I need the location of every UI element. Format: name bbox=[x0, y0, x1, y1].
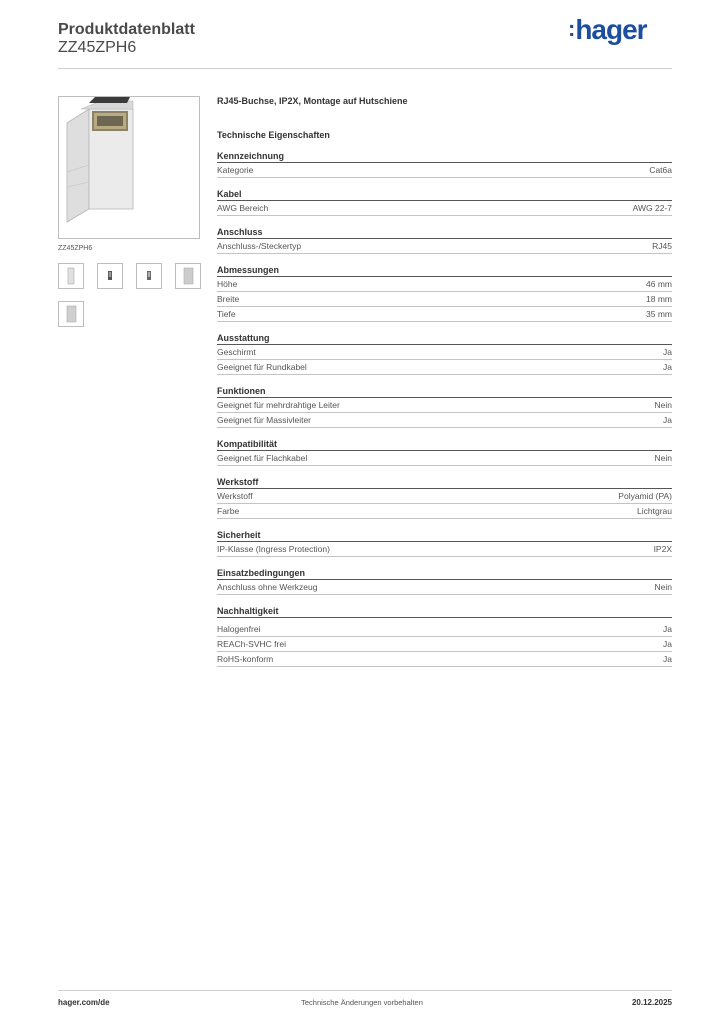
group-title: Nachhaltigkeit bbox=[217, 605, 672, 618]
group-kabel bbox=[217, 188, 672, 216]
property-value: AWG 22-7 bbox=[632, 203, 672, 213]
property-row bbox=[217, 163, 672, 178]
group-title: Ausstattung bbox=[217, 332, 672, 345]
group-funktionen bbox=[217, 385, 672, 428]
property-value: 46 mm bbox=[646, 279, 672, 289]
group-sicherheit bbox=[217, 529, 672, 557]
property-row bbox=[217, 201, 672, 216]
property-label: Geeignet für Massivleiter bbox=[217, 415, 312, 425]
property-value: Lichtgrau bbox=[637, 506, 672, 516]
tech-properties-heading: Technische Eigenschaften bbox=[217, 130, 330, 140]
product-description: RJ45-Buchse, IP2X, Montage auf Hutschiene bbox=[217, 96, 408, 106]
property-row bbox=[217, 504, 672, 519]
image-caption: ZZ45ZPH6 bbox=[58, 245, 93, 252]
property-label: Geeignet für mehrdrahtige Leiter bbox=[217, 400, 340, 410]
group-title: Funktionen bbox=[217, 385, 672, 398]
group-title: Sicherheit bbox=[217, 529, 672, 542]
thumbnail-socket[interactable] bbox=[97, 263, 123, 289]
property-label: Breite bbox=[217, 294, 240, 304]
property-label: Tiefe bbox=[217, 309, 236, 319]
property-row bbox=[217, 542, 672, 557]
property-row bbox=[217, 622, 672, 637]
property-value: Nein bbox=[654, 400, 672, 410]
footer-divider bbox=[58, 990, 672, 991]
property-label: RoHS-konform bbox=[217, 654, 274, 664]
product-image bbox=[58, 96, 200, 239]
property-value: Ja bbox=[663, 362, 672, 372]
property-label: Höhe bbox=[217, 279, 238, 289]
property-row bbox=[217, 292, 672, 307]
group-title: Werkstoff bbox=[217, 476, 672, 489]
property-value: Ja bbox=[663, 347, 672, 357]
header-divider bbox=[58, 68, 672, 69]
footer-date: 20.12.2025 bbox=[631, 998, 672, 1007]
property-value: Nein bbox=[654, 582, 672, 592]
group-nachhaltigkeit bbox=[217, 605, 672, 667]
group-title: Abmessungen bbox=[217, 264, 672, 277]
group-kennzeichnung bbox=[217, 150, 672, 178]
property-value: Ja bbox=[663, 624, 672, 634]
property-row bbox=[217, 360, 672, 375]
property-value: Cat6a bbox=[649, 165, 672, 175]
footer-disclaimer: Technische Änderungen vorbehalten bbox=[301, 998, 423, 1007]
document-title: Produktdatenblatt bbox=[58, 21, 195, 38]
group-einsatzbedingungen bbox=[217, 567, 672, 595]
group-title: Kompatibilität bbox=[217, 438, 672, 451]
property-label: Geeignet für Flachkabel bbox=[217, 453, 308, 463]
property-row bbox=[217, 489, 672, 504]
specification-content bbox=[217, 95, 672, 677]
property-label: Werkstoff bbox=[217, 491, 253, 501]
property-label: Anschluss-/Steckertyp bbox=[217, 241, 302, 251]
property-row bbox=[217, 637, 672, 652]
property-value: 18 mm bbox=[646, 294, 672, 304]
property-value: Ja bbox=[663, 415, 672, 425]
group-title: Kabel bbox=[217, 188, 672, 201]
property-value: Nein bbox=[654, 453, 672, 463]
group-title: Anschluss bbox=[217, 226, 672, 239]
group-abmessungen bbox=[217, 264, 672, 322]
thumbnail-side[interactable] bbox=[175, 263, 201, 289]
brand-logo: :hager bbox=[568, 14, 647, 45]
thumbnail-front[interactable] bbox=[58, 263, 84, 289]
property-value: Ja bbox=[663, 654, 672, 664]
property-row bbox=[217, 451, 672, 466]
property-label: Farbe bbox=[217, 506, 240, 516]
property-row bbox=[217, 652, 672, 667]
property-label: Geeignet für Rundkabel bbox=[217, 362, 307, 372]
group-kompatibilitaet bbox=[217, 438, 672, 466]
brand-logo-text: hager bbox=[575, 14, 647, 45]
property-row bbox=[217, 239, 672, 254]
group-ausstattung bbox=[217, 332, 672, 375]
property-value: Polyamid (PA) bbox=[618, 491, 672, 501]
property-label: Geschirmt bbox=[217, 347, 256, 357]
product-code: ZZ45ZPH6 bbox=[58, 39, 137, 56]
property-row bbox=[217, 277, 672, 292]
property-row bbox=[217, 345, 672, 360]
property-label: Anschluss ohne Werkzeug bbox=[217, 582, 318, 592]
property-label: IP-Klasse (Ingress Protection) bbox=[217, 544, 330, 554]
group-anschluss bbox=[217, 226, 672, 254]
property-label: REACh-SVHC frei bbox=[217, 639, 286, 649]
property-row bbox=[217, 307, 672, 322]
thumbnail-socket-alt[interactable] bbox=[136, 263, 162, 289]
property-value: RJ45 bbox=[652, 241, 672, 251]
property-row bbox=[217, 413, 672, 428]
group-werkstoff bbox=[217, 476, 672, 519]
group-title: Kennzeichnung bbox=[217, 150, 672, 163]
group-title: Einsatzbedingungen bbox=[217, 567, 672, 580]
property-label: AWG Bereich bbox=[217, 203, 269, 213]
thumbnail-back[interactable] bbox=[58, 301, 84, 327]
property-value: Ja bbox=[663, 639, 672, 649]
property-value: 35 mm bbox=[646, 309, 672, 319]
property-row bbox=[217, 580, 672, 595]
property-value: IP2X bbox=[653, 544, 672, 554]
property-row bbox=[217, 398, 672, 413]
property-label: Halogenfrei bbox=[217, 624, 261, 634]
property-label: Kategorie bbox=[217, 165, 254, 175]
footer-website-link[interactable]: hager.com/de bbox=[58, 998, 110, 1007]
